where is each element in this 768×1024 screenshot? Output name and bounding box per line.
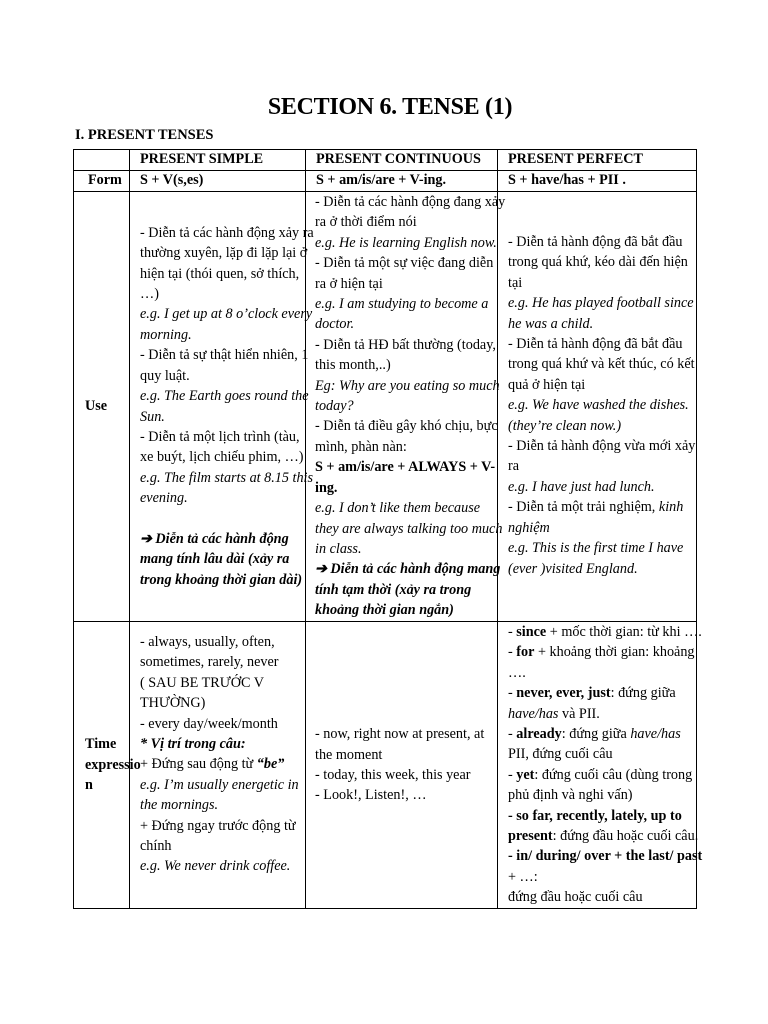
time-present-perfect <box>498 622 703 909</box>
example-line: today? <box>315 398 354 415</box>
text-line: - since + mốc thời gian: từ khi …. <box>508 624 702 640</box>
example-line: e.g. I get up at 8 o’clock every <box>140 306 313 323</box>
text-line: PII, đứng cuối câu <box>508 746 613 763</box>
text-line: …. <box>508 664 526 681</box>
form-present-simple: S + V(s,es) <box>130 171 306 192</box>
example-line: Eg: Why are you eating so much <box>315 377 500 394</box>
example-line: (ever )visited England. <box>508 560 638 577</box>
text-segment: kinh <box>658 499 684 516</box>
text-line: - Diễn tả hành động đã bắt đầu <box>508 336 683 353</box>
text-line: THƯỜNG) <box>140 695 206 712</box>
summary-line: tính tạm thời (xảy ra trong <box>315 581 472 598</box>
text-line: ra ở thời điểm nói <box>315 214 417 231</box>
formula-line: ing. <box>315 479 338 496</box>
summary-line: khoảng thời gian ngắn) <box>315 602 454 619</box>
text-line <box>508 497 696 517</box>
example-line: e.g. He has played football since <box>508 295 694 312</box>
text-segment: - Diễn tả một trải nghiệm, <box>508 499 659 516</box>
example-line: (they’re clean now.) <box>508 417 622 434</box>
text-line: - yet: đứng cuối câu (dùng trong <box>508 766 693 783</box>
example-line: he was a child. <box>508 315 594 332</box>
keyword: never, ever, just <box>516 685 611 702</box>
text-line: - never, ever, just: đứng giữa <box>508 685 676 702</box>
example-line: e.g. We never drink coffee. <box>140 858 291 875</box>
form-present-perfect: S + have/has + PII . <box>498 171 697 192</box>
text-line: đứng đầu hoặc cuối câu <box>508 889 643 906</box>
keyword: present <box>508 828 553 845</box>
text-segment: + Đứng sau động từ <box>140 756 257 773</box>
text-line: - Diễn tả hành động vừa mới xảy <box>508 438 696 455</box>
text-line: …) <box>140 286 159 303</box>
text-segment: : đứng đầu hoặc cuối câu. <box>552 828 699 845</box>
text-line: ra ở hiện tại <box>315 275 383 292</box>
example-line: Sun. <box>140 408 165 425</box>
keyword: for <box>516 644 535 661</box>
example-line: in class. <box>315 540 362 557</box>
example-line: morning. <box>140 326 192 343</box>
text-line: - Diễn tả các hành động đang xảy <box>315 194 506 210</box>
text-line: tại <box>508 274 523 291</box>
label-line: expressio <box>85 756 141 773</box>
example-line: evening. <box>140 490 188 507</box>
example-line: e.g. The Earth goes round the <box>140 388 309 405</box>
text-line: thường xuyên, lặp đi lặp lại ở <box>140 245 308 262</box>
text-line: this month,..) <box>315 357 391 374</box>
header-empty-cell <box>74 150 130 171</box>
section-subtitle: I. PRESENT TENSES <box>75 127 214 143</box>
tense-table <box>73 149 703 909</box>
summary-line: trong khoảng thời gian dài) <box>140 571 303 588</box>
text-line: trong quá khứ và kết thúc, có kết <box>508 356 695 373</box>
text-line: - Diễn tả HĐ bất thường (today, <box>315 336 496 353</box>
formula-line: S + am/is/are + ALWAYS + V- <box>315 459 496 476</box>
example-line: doctor. <box>315 316 355 333</box>
text-segment: : đứng giữa <box>610 685 676 702</box>
use-present-perfect <box>498 192 697 622</box>
summary-line: ➔ Diễn tả các hành động <box>140 530 289 547</box>
text-line: - Look!, Listen!, … <box>315 787 427 804</box>
text-line: ra <box>508 458 520 475</box>
time-present-continuous <box>306 622 498 909</box>
text-segment: have/has <box>630 726 681 743</box>
use-present-simple <box>130 192 314 622</box>
text-line: - for + khoảng thời gian: khoảng <box>508 644 695 661</box>
text-line: hiện tại (thói quen, sở thích, <box>140 265 300 282</box>
table-header-row <box>74 150 697 171</box>
text-line: mình, phàn nàn: <box>315 438 407 455</box>
text-segment: have/has <box>508 705 559 722</box>
time-expression-row <box>74 622 697 909</box>
text-line: - always, usually, often, <box>140 634 275 650</box>
text-line: - already: đứng giữa have/has <box>508 726 681 743</box>
blank-line <box>140 509 305 529</box>
text-line <box>508 704 696 724</box>
example-line: e.g. I don’t like them because <box>315 500 481 517</box>
text-segment: : đứng giữa <box>561 726 631 743</box>
summary-line: ➔ Diễn tả các hành động mang <box>315 561 501 578</box>
text-segment: + khoảng thời gian: khoảng <box>534 644 695 661</box>
text-line: phủ định và nghi vấn) <box>508 787 633 804</box>
text-line: - Diễn tả một sự việc đang diễn <box>315 255 494 272</box>
example-line: e.g. I’m usually energetic in <box>140 776 299 793</box>
example-line: e.g. I have just had lunch. <box>508 478 655 495</box>
example-line: e.g. He is learning English now. <box>315 234 497 251</box>
text-line: - today, this week, this year <box>315 767 471 783</box>
label-line: Time <box>85 736 117 753</box>
text-line: the moment <box>315 746 383 763</box>
text-line: - Diễn tả hành động đã bắt đầu <box>508 234 683 250</box>
text-segment: và PII. <box>558 705 600 722</box>
header-present-perfect: PRESENT PERFECT <box>498 150 697 171</box>
text-line: quả ở hiện tại <box>508 376 586 393</box>
use-row <box>74 192 697 622</box>
text-line: trong quá khứ, kéo dài đến hiện <box>508 254 688 271</box>
text-line: * Vị trí trong câu: <box>140 736 246 753</box>
text-line <box>508 826 699 846</box>
header-present-simple: PRESENT SIMPLE <box>130 150 306 171</box>
keyword: already <box>516 726 562 743</box>
text-line: + Đứng ngay trước động từ <box>140 817 296 834</box>
text-line: - in/ during/ over + the last/ past <box>508 848 703 865</box>
text-line: - Diễn tả một lịch trình (tàu, <box>140 428 300 445</box>
page-title: SECTION 6. TENSE (1) <box>267 94 513 120</box>
example-line: they are always talking too much <box>315 520 503 537</box>
text-line: xe buýt, lịch chiếu phim, …) <box>140 449 304 466</box>
summary-line: mang tính lâu dài (xảy ra <box>140 551 290 568</box>
form-row <box>74 171 697 192</box>
text-line: + …: <box>508 868 538 885</box>
keyword: yet <box>516 766 535 783</box>
time-present-simple <box>130 622 306 909</box>
text-line: - Diễn tả điều gây khó chịu, bực <box>315 418 498 435</box>
text-line: - every day/week/month <box>140 715 278 732</box>
text-line: ( SAU BE TRƯỚC V <box>140 674 265 691</box>
use-label: Use <box>74 192 130 622</box>
text-line: - Diễn tả sự thật hiển nhiên, 1 <box>140 347 309 364</box>
example-line: e.g. We have washed the dishes. <box>508 397 689 414</box>
example-line: the mornings. <box>140 797 219 814</box>
keyword: so far, recently, lately, up to <box>516 807 682 824</box>
example-line: e.g. The film starts at 8.15 this <box>140 469 314 486</box>
form-label: Form <box>74 171 130 192</box>
label-line: n <box>85 777 93 794</box>
text-line: - now, right now at present, at <box>315 726 485 743</box>
text-line: - so far, recently, lately, up to <box>508 807 682 824</box>
text-line: quy luật. <box>140 367 190 384</box>
text-line: sometimes, rarely, never <box>140 654 279 671</box>
time-expression-label <box>74 622 141 909</box>
text-segment: “be” <box>256 756 285 773</box>
text-line: - Diễn tả các hành động xảy ra <box>140 224 314 241</box>
form-present-continuous: S + am/is/are + V-ing. <box>306 171 498 192</box>
keyword: in/ during/ over + the last/ past <box>516 848 703 865</box>
text-segment: + mốc thời gian: từ khi …. <box>546 624 702 640</box>
header-present-continuous: PRESENT CONTINUOUS <box>306 150 498 171</box>
example-line: e.g. This is the first time I have <box>508 540 684 557</box>
text-line <box>140 754 305 774</box>
text-line: nghiệm <box>508 519 550 536</box>
text-line: chính <box>140 838 172 855</box>
example-line: e.g. I am studying to become a <box>315 296 489 313</box>
keyword: since <box>516 624 547 640</box>
use-present-continuous <box>306 192 506 622</box>
text-segment: : đứng cuối câu (dùng trong <box>534 766 693 783</box>
